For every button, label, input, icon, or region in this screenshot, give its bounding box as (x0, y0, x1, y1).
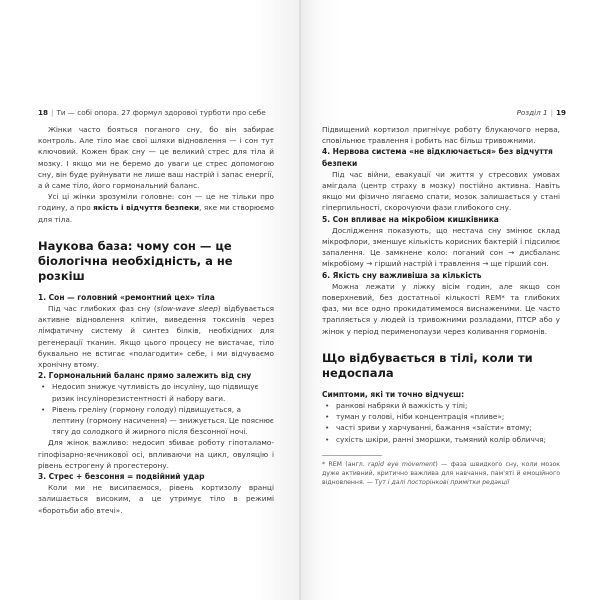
subheading-2: 2. Гормональний баланс прямо залежить від сну (38, 371, 252, 381)
conclusion-emphasis: якість і відчуття безпеки (93, 203, 200, 213)
conclusion-end: , яке ми створюємо для тіла. (38, 203, 274, 224)
list-item: • Недосип знижує чутливість до інсуліну, що підвищує ризик інсулінорезистентності й набору ваги. (38, 381, 274, 403)
right-page-number: 19 (555, 108, 566, 117)
subheading-5: 5. Сон впливає на мікробіом кишківника (322, 214, 499, 224)
section-heading-science: Наукова база: чому сон — це біологічна необхідність, а не розкіш (38, 238, 233, 283)
left-text-column (38, 124, 274, 516)
paragraph-sleep-repair (38, 303, 274, 370)
right-text-column (322, 124, 560, 487)
subheading-6: 6. Якість сну важливіша за кількість (322, 270, 482, 280)
list-item: • Рівень греліну (гормону голоду) підвищується, а лептину (гормону насичення) — знижується. Це пояснює тягу до солодкого й жирного після безсонної ночі. (38, 404, 274, 438)
footnote-rem (322, 460, 560, 487)
book-title: Ти — собі опора. 27 формул здорової турботи про себе (56, 108, 266, 117)
paragraph-stress: Коли ми не висипаємося, рівень кортизолу вранці залишається високим, а це утримує тіло в режимі «боротьби або втечі». (38, 483, 274, 515)
footnote-editor-note: Тут і далі посторінкові примітки редакції (374, 478, 510, 486)
paragraph-sleep-quality: Можна лежати у ліжку вісім годин, але якщо сон поверхневий, без достатньої кількості REM* та глибоких фаз, ми все одно прокидатимемося виснаженими. Це часто трапляється у людей із тривожними розладами, ПТСР або у жінок у період перименопаузи через коливання гормонів. (322, 281, 560, 336)
symptoms-list (322, 400, 560, 445)
continued-paragraph: Підвищений кортизол пригнічує роботу блукаючого нерва, сповільнює травлення і робить нас більш тривожними. (322, 125, 560, 146)
intro-paragraph: Жінки часто бояться поганого сну, бо він забирає контроль. Але тіло має свої шляхи відновлення — і сон тут ключовий. Кожен брак сну — це великий стрес для тіла й мозку. І якщо ми не беремо до уваги це стрес допомогою сну, він буде руйнувати не лише ваш настрій і запас енергії, а й саме тіло, його гормональний баланс. (38, 125, 274, 191)
list-item: • часті зриви у харчуванні, бажання «заїсти» втому; (322, 422, 560, 433)
symptoms-heading: Симптоми, які ти точно відчуєш: (322, 389, 465, 399)
conclusion-text: Усі ці жінки зрозуміли головне: сон — це не тільки про годину, а про (38, 192, 274, 213)
header-separator: | (51, 108, 54, 117)
s1-text-b: ) відбувається активне відновлення клітин, виведення токсинів через лімфатичну систему й синтез білків, необхідних для регенерації тканин. Якщо цього процесу не вистачає, тіло буквально не встигає «полагодити» себе, і ми відчуваємо хронічну втому. (38, 304, 275, 370)
right-running-header (517, 108, 566, 117)
list-item: • сухість шкіри, ранні зморшки, тьмяний колір обличчя; (322, 434, 560, 445)
paragraph-nervous-system: Під час війни, евакуації чи життя у стресових умовах амігдала (центр страху в мозку) постійно активна. Навіть якщо ми фізично лягаємо спати, мозок залишається у стані гіперпильності, скорочуючи фази глибокого сну. (322, 169, 560, 213)
list-item: • ранкові набряки й важкість у тілі; (322, 400, 560, 411)
subheading-1: 1. Сон — головний «ремонтний цех» тіла (38, 292, 215, 302)
s1-text-a: Під час глибоких фаз сну ( (48, 304, 157, 314)
book-gutter (299, 0, 301, 600)
list-item: • туман у голові, ніби концентрація «пливе»; (322, 411, 560, 422)
paragraph-microbiome: Дослідження показують, що нестача сну змінює склад мікрофлори, зменшує кількість корисних бактерій і підсилює запалення. Це замкнене коло: поганий сон → дисбаланс мікробіому → гірший настрій і травлення → ще гірший сон. (322, 225, 560, 269)
left-running-header (38, 108, 266, 117)
footnote-text-b: ) — фаза швидкого сну, коли мозок дуже активний, критично важлива для навчання, пам'яті й емоційного відновлення. — (322, 460, 561, 486)
subheading-4: 4. Нервова система «не відключається» без відчуття безпеки (322, 147, 553, 168)
intro-conclusion (38, 191, 274, 225)
subheading-3: 3. Стрес + безсоння = подвійний удар (38, 472, 205, 482)
paragraph-women-note: Для жінок важливо: недосип збиває роботу гіпоталамо-гіпофізарно-яєчникової осі, впливаючи на цикл, овуляцію і рівень естрогену й прогестерону. (38, 438, 274, 470)
s1-term: slow-wave sleep (156, 304, 218, 314)
section-heading-body: Що відбувається в тілі, коли ти недоспала (322, 350, 533, 380)
footnote-rule (322, 455, 382, 456)
hormone-list (38, 381, 274, 437)
section-label: Розділ 1 (516, 108, 548, 117)
footnote-term: rapid eye movement (368, 460, 436, 468)
footnote-text-a: * REM (англ. (322, 460, 369, 468)
header-separator: | (550, 108, 553, 117)
left-page-number: 18 (38, 108, 49, 117)
